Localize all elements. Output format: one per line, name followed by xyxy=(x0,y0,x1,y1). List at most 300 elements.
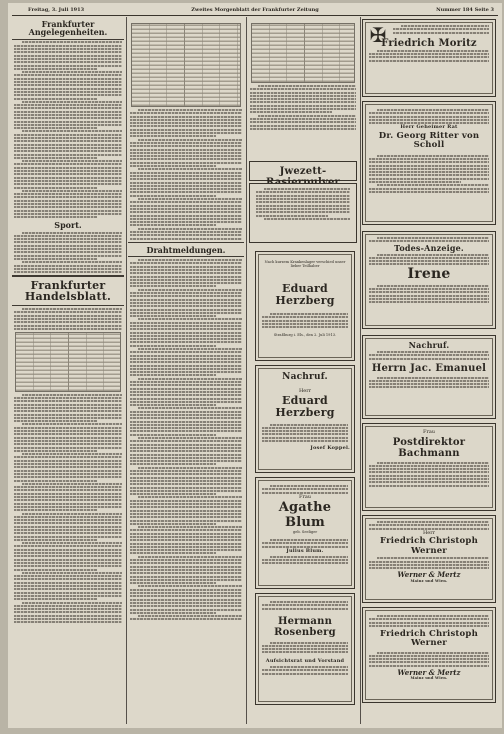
text-line xyxy=(130,457,242,459)
text-line xyxy=(130,132,242,134)
text-line xyxy=(14,163,122,165)
text-line xyxy=(130,322,242,324)
article-text xyxy=(12,41,124,218)
text-line xyxy=(130,414,242,416)
text-line xyxy=(369,655,489,657)
text-line xyxy=(14,489,122,491)
header-date: Freitag, 3. Juli 1913 xyxy=(28,7,85,13)
text-line xyxy=(22,453,122,455)
text-line xyxy=(369,191,489,193)
text-line xyxy=(14,611,122,613)
text-line xyxy=(130,582,216,584)
text-line xyxy=(138,526,242,528)
text-line xyxy=(130,520,242,522)
text-line xyxy=(14,536,122,538)
text-line xyxy=(14,506,122,508)
text-line xyxy=(369,171,489,173)
column-rule xyxy=(360,17,361,724)
text-line xyxy=(14,565,122,567)
text-line xyxy=(14,522,122,524)
text-line xyxy=(377,155,489,157)
text-line xyxy=(369,478,489,480)
ad-text xyxy=(260,556,350,565)
text-line xyxy=(22,602,122,604)
text-line xyxy=(130,576,242,578)
text-line xyxy=(130,500,242,502)
text-line xyxy=(270,666,348,668)
text-line xyxy=(14,91,122,93)
text-line xyxy=(138,228,242,230)
text-line xyxy=(369,383,489,385)
text-line xyxy=(22,483,122,485)
text-line xyxy=(130,427,242,429)
text-line xyxy=(369,485,489,487)
ad-text xyxy=(367,377,491,389)
text-line xyxy=(130,430,242,432)
text-line xyxy=(130,208,242,210)
divider xyxy=(128,256,244,257)
text-line xyxy=(369,240,489,242)
text-line xyxy=(14,258,97,260)
text-line xyxy=(14,81,122,83)
text-line xyxy=(256,205,350,207)
text-line xyxy=(130,201,242,203)
text-line xyxy=(130,483,242,485)
text-line xyxy=(14,245,122,247)
ad-intro: Herr xyxy=(298,387,312,394)
section-heading-local: Frankfurter Angelegenheiten. xyxy=(28,19,108,38)
ad-intro: Frau xyxy=(422,429,436,435)
text-line xyxy=(130,358,242,360)
ad-text xyxy=(260,601,350,610)
text-line xyxy=(369,524,489,526)
newspaper-page xyxy=(8,3,502,728)
ad-scholl xyxy=(362,101,496,225)
text-line xyxy=(130,566,242,568)
text-line xyxy=(130,374,216,376)
ad-name: Postdirektor Bachmann xyxy=(392,436,466,459)
text-line xyxy=(377,521,489,523)
text-line xyxy=(130,394,242,396)
text-line xyxy=(130,279,242,281)
article-text xyxy=(128,109,244,240)
text-line xyxy=(369,53,489,55)
text-line xyxy=(14,555,122,557)
ad-name: Friedrich Moritz xyxy=(381,37,477,49)
text-line xyxy=(14,255,122,257)
text-line xyxy=(369,60,489,62)
text-line xyxy=(369,188,489,190)
text-line xyxy=(377,462,489,464)
text-line xyxy=(130,473,242,475)
article-text xyxy=(248,85,358,130)
text-line xyxy=(130,328,242,330)
text-line xyxy=(130,599,242,601)
text-line xyxy=(130,276,242,278)
ad-company: Werner & Mertz xyxy=(397,667,461,677)
text-line xyxy=(14,526,122,528)
text-line xyxy=(14,552,122,554)
text-line xyxy=(262,604,348,606)
text-line xyxy=(250,125,356,127)
text-line xyxy=(22,101,122,103)
ad-subtitle: Aufsichtsrat und Vorstand xyxy=(265,658,345,665)
text-line xyxy=(14,621,122,623)
text-line xyxy=(14,61,122,63)
text-line xyxy=(130,421,242,423)
text-line xyxy=(22,308,122,310)
text-line xyxy=(130,234,242,236)
column-rule xyxy=(126,17,127,724)
column-1 xyxy=(12,17,124,724)
text-line xyxy=(14,321,122,323)
text-line xyxy=(14,503,122,505)
text-line xyxy=(14,414,122,416)
text-line xyxy=(14,58,122,60)
ad-emanuel xyxy=(362,335,496,419)
ad-herzberg-death-notice xyxy=(255,251,355,361)
text-line xyxy=(138,378,242,380)
text-line xyxy=(262,323,348,325)
text-line xyxy=(14,140,122,142)
text-line xyxy=(130,145,242,147)
ad-werner-1 xyxy=(362,515,496,603)
text-line xyxy=(130,292,242,294)
text-line xyxy=(369,468,489,470)
ad-name: Irene xyxy=(407,266,451,283)
ad-intro: Herr xyxy=(422,529,436,536)
text-line xyxy=(262,427,348,429)
text-line xyxy=(130,315,216,317)
text-line xyxy=(369,661,489,663)
ad-text xyxy=(260,642,350,654)
text-line xyxy=(130,135,216,137)
text-line xyxy=(264,188,350,190)
text-line xyxy=(130,463,216,465)
text-line xyxy=(14,318,122,320)
text-line xyxy=(130,503,242,505)
text-line xyxy=(130,155,242,157)
text-line xyxy=(14,98,97,100)
text-line xyxy=(22,423,122,425)
ad-text xyxy=(367,462,491,487)
text-line xyxy=(369,295,489,297)
text-line xyxy=(130,142,242,144)
text-line xyxy=(130,589,242,591)
text-line xyxy=(130,480,242,482)
text-line xyxy=(14,400,122,402)
text-line xyxy=(130,215,242,217)
ad-text xyxy=(367,615,491,627)
text-line xyxy=(256,208,350,210)
text-line xyxy=(130,158,242,160)
text-line xyxy=(262,430,348,432)
text-line xyxy=(138,259,242,261)
ad-text xyxy=(391,25,491,34)
ad-name: Hermann Rosenberg xyxy=(274,615,336,638)
text-line xyxy=(14,582,122,584)
text-line xyxy=(130,513,242,515)
ad-intro: Frau xyxy=(298,493,312,500)
text-line xyxy=(130,129,242,131)
text-line xyxy=(14,235,122,237)
text-line xyxy=(14,114,122,116)
text-line xyxy=(14,450,97,452)
text-line xyxy=(130,218,242,220)
text-line xyxy=(369,158,489,160)
text-line xyxy=(14,509,97,511)
text-line xyxy=(130,391,242,393)
text-line xyxy=(14,433,122,435)
ad-text xyxy=(367,285,491,303)
text-line xyxy=(22,513,122,515)
text-line xyxy=(14,476,122,478)
text-line xyxy=(138,348,242,350)
text-line xyxy=(250,98,356,100)
header-title: Zweites Morgenblatt der Frankfurter Zeitung xyxy=(191,7,319,13)
text-line xyxy=(369,181,461,183)
text-line xyxy=(130,371,242,373)
text-line xyxy=(14,486,122,488)
text-line xyxy=(14,210,122,212)
text-line xyxy=(369,301,489,303)
text-line xyxy=(130,112,242,114)
text-line xyxy=(130,162,242,164)
text-line xyxy=(369,263,489,265)
text-line xyxy=(14,200,122,202)
text-line xyxy=(138,198,242,200)
text-line xyxy=(130,361,242,363)
text-line xyxy=(130,424,242,426)
text-line xyxy=(369,165,489,167)
text-line xyxy=(138,139,242,141)
text-line xyxy=(130,221,242,223)
text-line xyxy=(369,528,489,530)
text-line xyxy=(14,493,122,495)
text-line xyxy=(130,612,216,614)
ad-company-place: Mainz und Wien. xyxy=(410,578,448,583)
text-line xyxy=(130,185,242,187)
text-line xyxy=(14,117,122,119)
text-line xyxy=(130,398,242,400)
text-line xyxy=(130,592,242,594)
text-line xyxy=(369,119,489,121)
text-line xyxy=(262,546,348,548)
text-line xyxy=(14,48,122,50)
text-line xyxy=(369,567,489,569)
text-line xyxy=(262,492,348,494)
text-line xyxy=(22,71,122,73)
text-line xyxy=(377,254,489,256)
text-line xyxy=(130,325,242,327)
section-heading-sport: Sport. xyxy=(54,220,82,231)
text-line xyxy=(369,665,489,667)
ad-bachmann xyxy=(362,423,496,511)
text-line xyxy=(130,523,216,525)
ad-name: Eduard Herzberg xyxy=(275,394,335,420)
text-line xyxy=(138,289,242,291)
text-line xyxy=(14,144,122,146)
text-line xyxy=(262,433,348,435)
ad-heading: Nachruf. xyxy=(408,340,450,350)
text-line xyxy=(14,578,122,580)
text-line xyxy=(270,642,348,644)
text-line xyxy=(14,74,122,76)
text-line xyxy=(250,88,356,90)
text-line xyxy=(130,312,242,314)
text-line xyxy=(262,326,348,328)
text-line xyxy=(14,480,97,482)
text-line xyxy=(130,493,216,495)
ad-company-place: Mainz und Wien. xyxy=(410,676,448,681)
text-line xyxy=(130,388,242,390)
text-line xyxy=(14,440,122,442)
text-line xyxy=(14,430,122,432)
text-line xyxy=(14,496,122,498)
text-line xyxy=(14,545,122,547)
text-line xyxy=(262,316,348,318)
ad-name: Friedrich Christoph Werner xyxy=(380,628,478,649)
ad-irene xyxy=(362,231,496,329)
text-line xyxy=(130,365,242,367)
text-line xyxy=(262,488,348,490)
article-text xyxy=(128,259,244,620)
text-line xyxy=(250,111,332,113)
text-line xyxy=(14,170,122,172)
section-heading-telegrams: Drahtmeldungen. xyxy=(146,244,226,255)
text-line xyxy=(130,295,242,297)
ad-text xyxy=(260,424,350,442)
text-line xyxy=(262,651,348,653)
text-line xyxy=(262,320,348,322)
text-line xyxy=(130,417,242,419)
text-line xyxy=(262,437,348,439)
text-line xyxy=(14,173,122,175)
text-line xyxy=(250,95,356,97)
text-line xyxy=(262,673,348,675)
text-line xyxy=(130,447,242,449)
text-line xyxy=(130,477,242,479)
text-line xyxy=(130,125,242,127)
text-line xyxy=(130,605,242,607)
text-line xyxy=(130,116,242,118)
cross-icon: ✠ xyxy=(369,23,387,47)
text-line xyxy=(14,121,122,123)
text-line xyxy=(138,109,242,111)
text-line xyxy=(14,147,122,149)
text-line xyxy=(14,532,122,534)
divider xyxy=(12,275,124,276)
ad-blum-death-notice xyxy=(255,477,355,589)
text-line xyxy=(14,562,122,564)
text-line xyxy=(14,539,97,541)
text-line xyxy=(369,465,489,467)
ad-text xyxy=(367,254,491,266)
text-line xyxy=(369,618,489,620)
text-line xyxy=(14,216,97,218)
text-line xyxy=(138,467,242,469)
ad-name: Eduard Herzberg xyxy=(275,281,335,307)
text-line xyxy=(130,602,242,604)
text-line xyxy=(369,622,489,624)
text-line xyxy=(14,569,97,571)
text-line xyxy=(22,394,122,396)
text-line xyxy=(130,549,242,551)
text-line xyxy=(130,543,242,545)
ad-text xyxy=(260,666,350,675)
ad-text xyxy=(260,539,350,548)
text-line xyxy=(262,608,348,610)
text-line xyxy=(270,539,348,541)
text-line xyxy=(369,380,489,382)
text-line xyxy=(250,108,356,110)
text-line xyxy=(262,562,348,564)
text-line xyxy=(14,605,122,607)
ad-text xyxy=(367,237,491,242)
text-line xyxy=(14,248,122,250)
ad-title: Herr Geheimer Rat xyxy=(400,124,458,131)
text-line xyxy=(130,434,216,436)
column-rule xyxy=(246,17,247,724)
text-line xyxy=(130,559,242,561)
text-line xyxy=(130,282,242,284)
text-line xyxy=(14,84,122,86)
ad-heading: Todes-Anzeige. xyxy=(394,242,464,253)
text-line xyxy=(14,420,97,422)
market-table xyxy=(131,23,241,107)
text-line xyxy=(130,533,242,535)
text-line xyxy=(14,585,122,587)
text-line xyxy=(130,188,242,190)
text-line xyxy=(14,417,122,419)
text-line xyxy=(369,291,489,293)
text-line xyxy=(22,572,122,574)
text-line xyxy=(130,470,242,472)
text-line xyxy=(14,65,122,67)
text-line xyxy=(14,466,122,468)
text-line xyxy=(130,238,242,240)
ad-text xyxy=(367,521,491,530)
text-line xyxy=(130,355,242,357)
text-line xyxy=(14,124,122,126)
ad-heading: Nachruf. xyxy=(282,372,328,382)
text-line xyxy=(14,516,122,518)
text-line xyxy=(264,218,350,220)
text-line xyxy=(130,266,242,268)
text-line xyxy=(14,78,122,80)
text-line xyxy=(14,157,97,159)
stock-table xyxy=(15,332,121,392)
text-line xyxy=(377,184,489,186)
text-line xyxy=(401,25,489,27)
text-line xyxy=(130,195,216,197)
text-line xyxy=(130,351,242,353)
text-line xyxy=(130,609,242,611)
ad-text xyxy=(367,351,491,360)
text-line xyxy=(250,128,356,130)
text-line xyxy=(14,311,122,313)
text-line xyxy=(130,454,242,456)
text-line xyxy=(130,401,242,403)
text-line xyxy=(14,615,122,617)
ad-place: Straßburg i. Els., den 2. Juli 1913. xyxy=(273,333,337,338)
text-line xyxy=(369,257,489,259)
text-line xyxy=(130,305,242,307)
text-line xyxy=(130,231,242,233)
text-line xyxy=(262,645,348,647)
text-line xyxy=(14,437,122,439)
ad-company: Werner & Mertz xyxy=(397,570,461,580)
